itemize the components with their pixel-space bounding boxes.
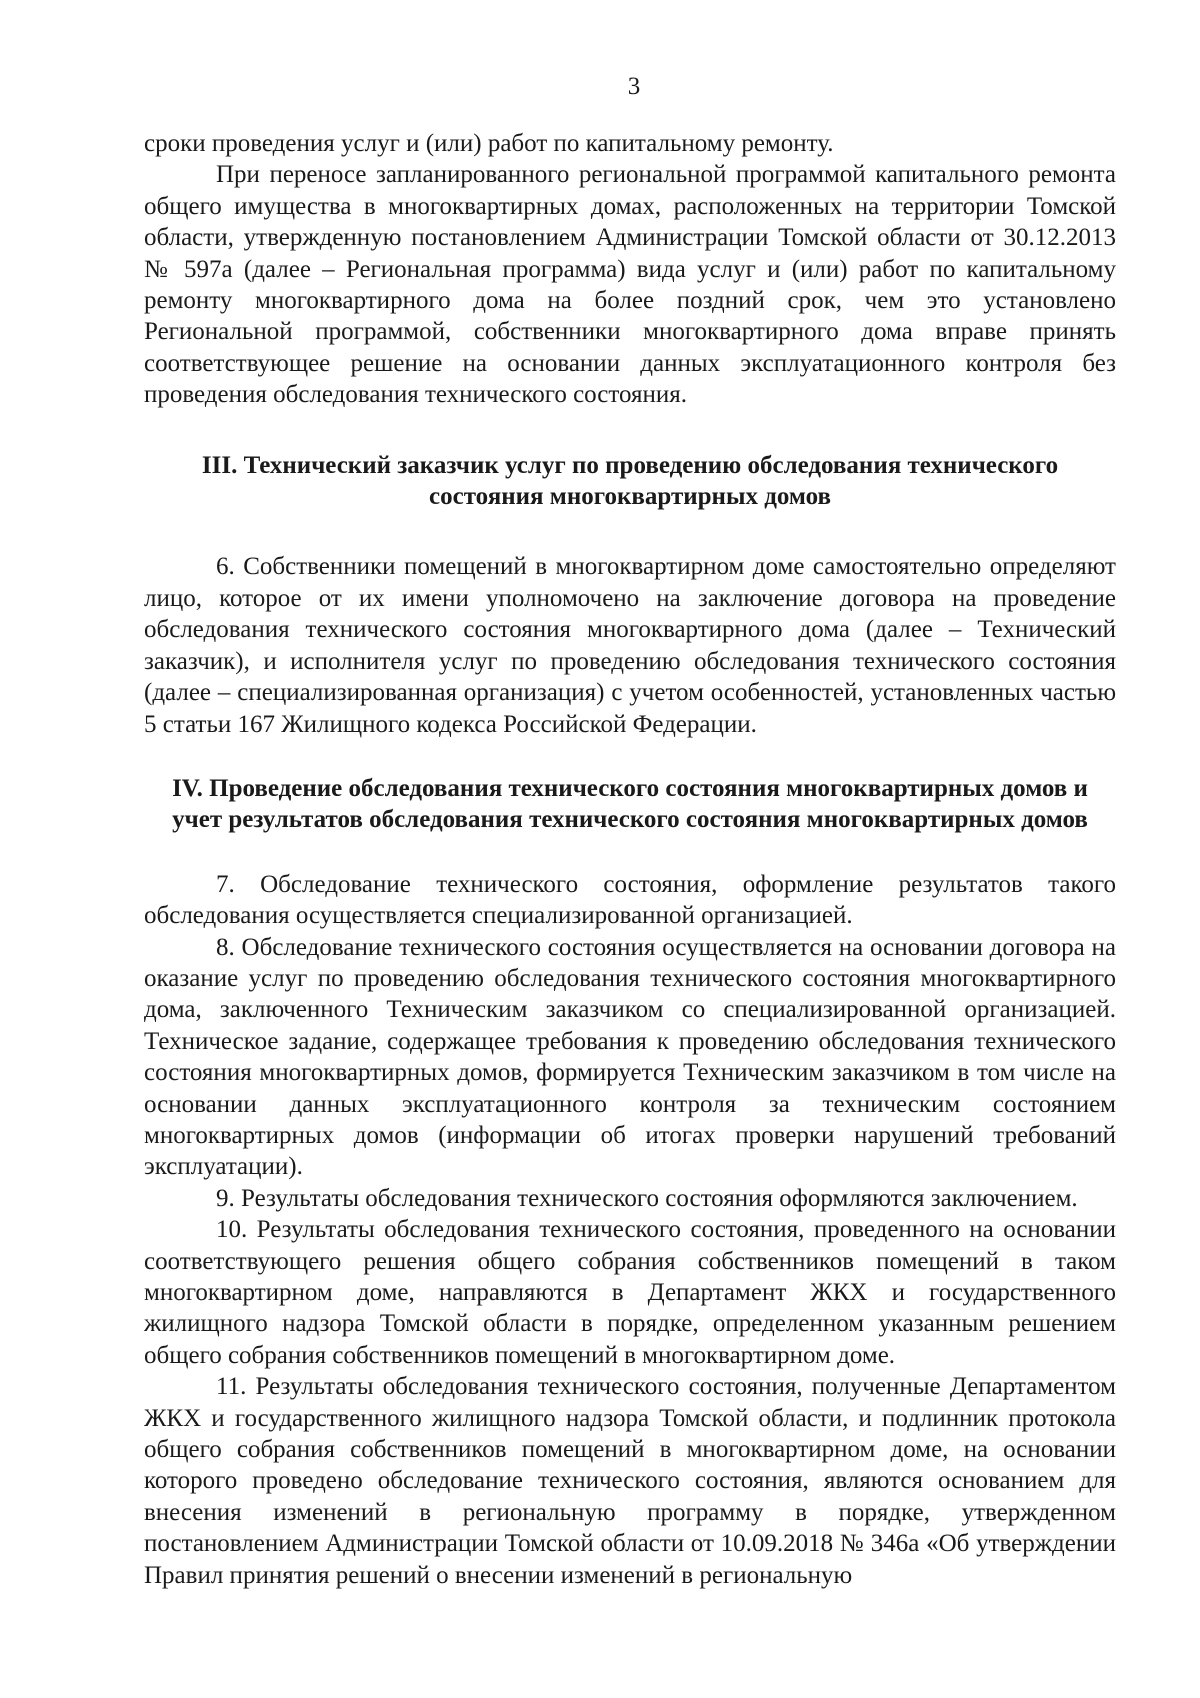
page-number: 3 bbox=[627, 73, 641, 100]
paragraph-9: 9. Результаты обследования технического состояния оформляются заключением. bbox=[216, 1184, 1078, 1212]
paragraph-7: 7. Обследование технического состояния, оформление результатов такого обследования осуществляется специализированной организацией. bbox=[144, 870, 1116, 930]
paragraph-11: 11. Результаты обследования технического состояния, полученные Департаментом ЖКХ и государственного жилищного надзора Томской области, и подлинник протокола общего собрания собственников помещений в многоквартирном доме, на основании которого проведено обследование технического состояния, являются основанием для внесения изменений в региональную программу в порядке, утвержденном постановлением Администрации Томской области от 10.09.2018 № 346а «Об утверждении Правил принятия решений о внесении изменений в региональную bbox=[144, 1373, 1116, 1589]
paragraph-10: 10. Результаты обследования технического состояния, проведенного на основании соответствующего решения общего собрания собственников помещений в таком многоквартирном доме, направляются в Департамент ЖКХ и государственного жилищного надзора Томской области в порядке, определенном указанным решением общего собрания собственников помещений в многоквартирном доме. bbox=[144, 1216, 1116, 1369]
section-heading-iii: III. Технический заказчик услуг по проведению обследования технического состояния многоквартирных домов bbox=[201, 451, 1059, 511]
paragraph-postponement: При переносе запланированного региональной программой капитального ремонта общего имущества в многоквартирных домах, расположенных на территории Томской области, утвержденную постановлением Администрации Томской области от 30.12.2013 № 597а (далее – Региональная программа) вида услуг и (или) работ по капитальному ремонту многоквартирного дома на более поздний срок, чем это установлено Региональной программой, собственники многоквартирного дома вправе принять соответствующее решение на основании данных эксплуатационного контроля без проведения обследования технического состояния. bbox=[144, 161, 1116, 409]
paragraph-continuation: сроки проведения услуг и (или) работ по капитальному ремонту. bbox=[144, 130, 834, 157]
section-heading-iv: IV. Проведение обследования технического состояния многоквартирных домов и учет результатов обследования технического состояния многоквартирных домов bbox=[172, 774, 1088, 834]
paragraph-6: 6. Собственники помещений в многоквартирном доме самостоятельно определяют лицо, которое от их имени уполномочено на заключение договора на проведение обследования технического состояния многоквартирного дома (далее – Технический заказчик), и исполнителя услуг по проведению обследования технического состояния (далее – специализированная организация) с учетом особенностей, установленных частью 5 статьи 167 Жилищного кодекса Российской Федерации. bbox=[144, 553, 1116, 738]
paragraph-8: 8. Обследование технического состояния осуществляется на основании договора на оказание услуг по проведению обследования технического состояния многоквартирного дома, заключенного Техническим заказчиком со специализированной организацией. Техническое задание, содержащее требования к проведению обследования технического состояния многоквартирных домов, формируется Техническим заказчиком в том числе на основании данных эксплуатационного контроля за техническим состоянием многоквартирных домов (информации об итогах проверки нарушений требований эксплуатации). bbox=[144, 933, 1116, 1181]
document-page bbox=[144, 72, 1116, 1591]
